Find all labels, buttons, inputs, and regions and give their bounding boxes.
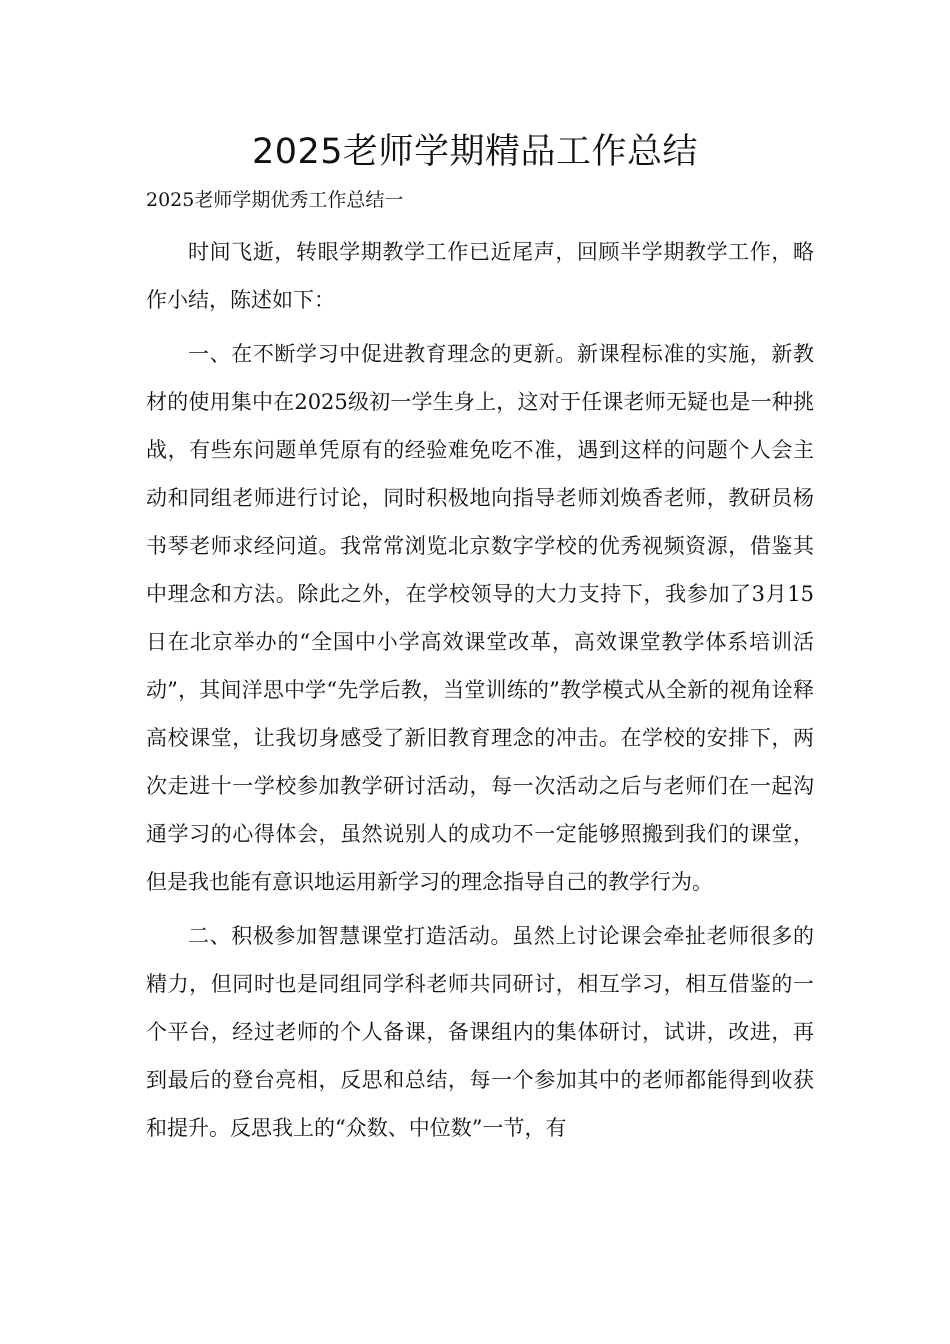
document-subtitle: 2025老师学期优秀工作总结一 bbox=[146, 189, 404, 211]
paragraph-section-two: 二、积极参加智慧课堂打造活动。虽然上讨论课会牵扯老师很多的精力，但同时也是同组同学科老师共同研讨，相互学习，相互借鉴的一个平台，经过老师的个人备课，备课组内的集体研讨，试讲，改进，再到最后的登台亮相，反思和总结，每一个参加其中的老师都能得到收获和提升。反思我上的“众数、中位数”一节，有 bbox=[146, 924, 814, 1140]
document-title: 2025老师学期精品工作总结 bbox=[251, 132, 699, 172]
paragraph-section-one: 一、在不断学习中促进教育理念的更新。新课程标准的实施，新教材的使用集中在2025级初一学生身上，这对于任课老师无疑也是一种挑战，有些东问题单凭原有的经验难免吃不准，遇到这样的问题个人会主动和同组老师进行讨论，同时积极地向指导老师刘焕香老师，教研员杨书琴老师求经问道。我常常浏览北京数字学校的优秀视频资源，借鉴其中理念和方法。除此之外，在学校领导的大力支持下，我参加了3月15日在北京举办的“全国中小学高效课堂改革，高效课堂教学体系培训活动”，其间洋思中学“先学后教，当堂训练的”教学模式从全新的视角诠释高校课堂，让我切身感受了新旧教育理念的冲击。在学校的安排下，两次走进十一学校参加教学研讨活动，每一次活动之后与老师们在一起沟通学习的心得体会，虽然说别人的成功不一定能够照搬到我们的课堂，但是我也能有意识地运用新学习的理念指导自己的教学行为。 bbox=[146, 342, 814, 894]
document-body bbox=[146, 228, 814, 1152]
paragraph-intro: 时间飞逝，转眼学期教学工作已近尾声，回顾半学期教学工作，略作小结，陈述如下： bbox=[146, 240, 814, 312]
